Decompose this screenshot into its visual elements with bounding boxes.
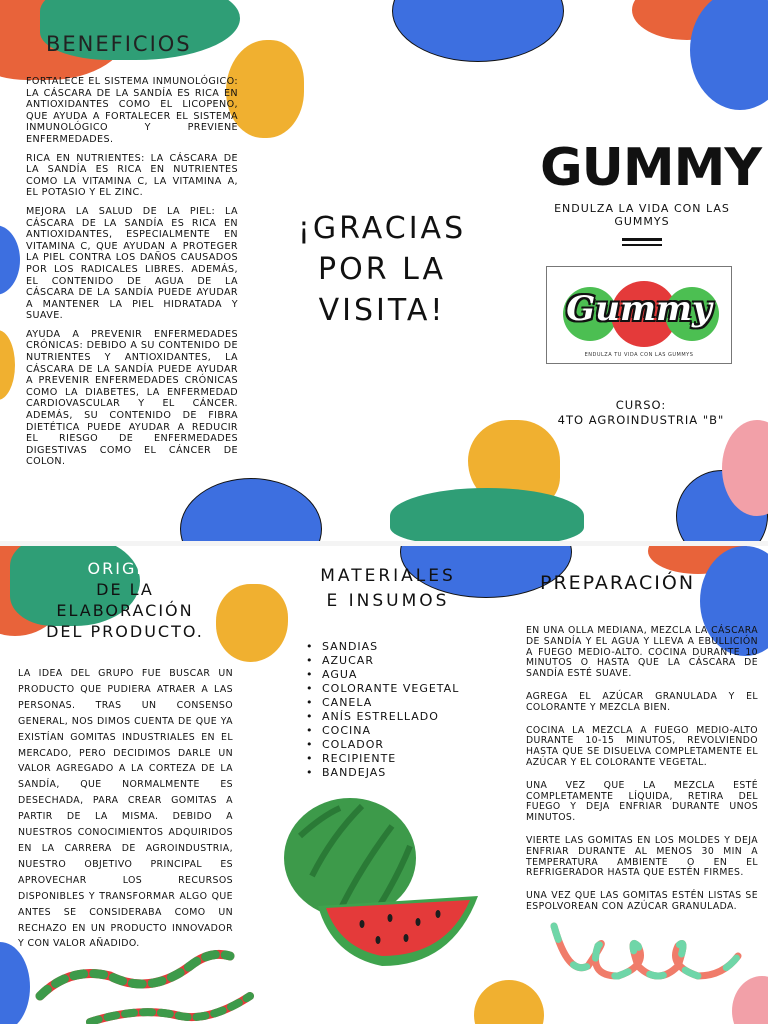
prep-step-6: UNA VEZ QUE LAS GOMITAS ESTÉN LISTAS SE ESPOLVOREAN CON AZÚCAR GRANULADA. xyxy=(526,890,758,912)
material-item: • BANDEJAS xyxy=(306,766,476,780)
blue-blob-right xyxy=(690,0,768,110)
beneficios-title: BENEFICIOS xyxy=(46,32,192,56)
prep-step-2: AGREGA EL AZÚCAR GRANULADA Y EL COLORANTE Y MEZCLA BIEN. xyxy=(526,690,758,713)
curso-value: 4TO AGROINDUSTRIA "B" xyxy=(557,413,725,427)
origen-title-4: DEL PRODUCTO. xyxy=(46,622,204,641)
material-item: • SANDIAS xyxy=(306,640,476,654)
blue-blob-b-left xyxy=(0,942,30,1024)
slogan-underline xyxy=(622,238,662,241)
material-item: • COCINA xyxy=(306,724,476,738)
material-item: • ANÍS ESTRELLADO xyxy=(306,710,476,724)
preparacion-title: PREPARACIÓN xyxy=(540,572,696,594)
gummy-worms-illustration xyxy=(30,936,260,1024)
origen-title xyxy=(30,558,220,642)
materiales-title-1: MATERIALES xyxy=(320,566,456,586)
blue-blob xyxy=(392,0,564,62)
materiales-title xyxy=(300,564,476,614)
yellow-blob-b-bottom xyxy=(474,980,544,1024)
prep-step-1: EN UNA OLLA MEDIANA, MEZCLA LA CÁSCARA DE SANDÍA Y EL AGUA Y LLEVA A EBULLICIÓN A FUEGO MEDIO-ALTO. COCINA DURANTE 10 MINUTOS O HASTA QUE LA CÁSCARA DE SANDÍA ESTÉ SUAVE. xyxy=(526,625,758,680)
slogan-underline-2 xyxy=(622,244,662,246)
curso-label: CURSO: xyxy=(615,398,667,412)
beneficio-3: MEJORA LA SALUD DE LA PIEL: LA CÁSCARA DE LA SANDÍA ES RICA EN ANTIOXIDANTES, ESPECIALMENTE EN VITAMINA C, QUE AYUDAN A PROTEGER LA PIEL CONTRA LOS DAÑOS CAUSADOS POR LOS RADICALES LIBRES. ADEMÁS, EL CONTENIDO DE AGUA DE LA CÁSCARA DE LA SANDÍA PUEDE AYUDAR A MANTENER LA PIEL HIDRATADA Y SUAVE. xyxy=(26,205,238,322)
beneficio-4: AYUDA A PREVENIR ENFERMEDADES CRÓNICAS: DEBIDO A SU CONTENIDO DE NUTRIENTES Y ANTIOXIDANTES, LA CÁSCARA DE LA SANDÍA PUEDE AYUDAR A PREVENIR ENFERMEDADES CRÓNICAS COMO LA DIABETES, LA ENFERMEDAD CARDIOVASCULAR Y EL CÁNCER. ADEMÁS, SU CONTENIDO DE FIBRA DIETÉTICA PUEDE AYUDAR A REDUCIR EL RIESGO DE ENFERMEDADES DIGESTIVAS COMO EL CÁNCER DE COLON. xyxy=(26,328,238,468)
logo-box xyxy=(546,266,732,364)
material-item: • CANELA xyxy=(306,696,476,710)
spiral-gummy-illustration xyxy=(548,906,748,996)
material-item: • COLADOR xyxy=(306,738,476,752)
preparacion-steps xyxy=(526,626,758,920)
material-item: • AGUA xyxy=(306,668,476,682)
materiales-list xyxy=(306,640,476,780)
prep-step-4: UNA VEZ QUE LA MEZCLA ESTÉ COMPLETAMENTE LÍQUIDA, RETIRA DEL FUEGO Y DEJA ENFRIAR DURANTE UNOS MINUTOS. xyxy=(526,779,758,824)
green-blob-center xyxy=(390,488,584,541)
origen-title-3: ELABORACIÓN xyxy=(56,601,194,620)
bottom-spread xyxy=(0,546,768,1024)
gracias-text xyxy=(290,208,474,331)
blue-blob-left xyxy=(0,225,20,295)
watermelon-illustration xyxy=(282,796,482,976)
origen-title-2: DE LA xyxy=(96,580,154,599)
origen-title-1: ORIGEN xyxy=(87,559,163,578)
beneficio-2: RICA EN NUTRIENTES: LA CÁSCARA DE LA SANDÍA ES RICA EN NUTRIENTES COMO LA VITAMINA C, LA VITAMINA A, EL POTASIO Y EL ZINC. xyxy=(26,152,238,199)
beneficios-body xyxy=(26,76,238,475)
material-item: • RECIPIENTE xyxy=(306,752,476,766)
prep-step-5: VIERTE LAS GOMITAS EN LOS MOLDES Y DEJA ENFRIAR DURANTE AL MENOS 30 MIN A TEMPERATURA AMBIENTE O EN EL REFRIGERADOR HASTA QUE ESTÉN FIRMES. xyxy=(526,834,758,879)
brand-slogan: ENDULZA LA VIDA CON LAS GUMMYS xyxy=(554,202,730,228)
prep-step-3: COCINA LA MEZCLA A FUEGO MEDIO-ALTO DURANTE 10-15 MINUTOS, REVOLVIENDO HASTA QUE SE DISUELVA COMPLETAMENTE EL AZÚCAR Y EL COLORANTE VEGETAL. xyxy=(526,724,758,768)
beneficio-1: FORTALECE EL SISTEMA INMUNOLÓGICO: LA CÁSCARA DE LA SANDÍA ES RICA EN ANTIOXIDANTES COMO EL LICOPENO, QUE AYUDA A FORTALECER EL SISTEMA INMUNOLÓGICO Y PREVIENE ENFERMEDADES. xyxy=(26,76,238,145)
material-item: • AZUCAR xyxy=(306,654,476,668)
material-item: • COLORANTE VEGETAL xyxy=(306,682,476,696)
brand-title: GUMMY xyxy=(540,138,762,198)
yellow-blob-b xyxy=(216,584,288,662)
gracias-line-3: VISITA! xyxy=(318,293,446,328)
blue-blob-bottom xyxy=(180,478,322,541)
origen-body: LA IDEA DEL GRUPO FUE BUSCAR UN PRODUCTO QUE PUDIERA ATRAER A LAS PERSONAS. TRAS UN CONSENSO GENERAL, NOS DIMOS CUENTA DE QUE YA EXISTÍAN GOMITAS INDUSTRIALES EN EL MERCADO, PERO DECIDIMOS DARLE UN VALOR AGREGADO A LA CORTEZA DE LA SANDÍA, QUE NORMALMENTE ES DESECHADA, PARA CREAR GOMITAS A PARTIR DE LA MISMA. DEBIDO A NUESTROS CONOCIMIENTOS ADQUIRIDOS EN LA CARRERA DE AGROINDUSTRIA, NUESTRO OBJETIVO PRINCIPAL ES APROVECHAR LOS RECURSOS DISPONIBLES Y TRANSFORMAR ALGO QUE ANTES SE CONSIDERABA COMO UN RECHAZO EN UN PRODUCTO INNOVADOR Y CON VALOR AÑADIDO. xyxy=(18,668,233,950)
logo-tagline: ENDULZA TU VIDA CON LAS GUMMYS xyxy=(584,352,694,358)
gracias-line-2: POR LA xyxy=(317,252,446,287)
yellow-blob-left xyxy=(0,330,15,400)
logo-text: Gummy xyxy=(566,289,712,329)
gracias-line-1: ¡GRACIAS xyxy=(297,211,467,246)
materiales-title-2: E INSUMOS xyxy=(326,591,450,611)
